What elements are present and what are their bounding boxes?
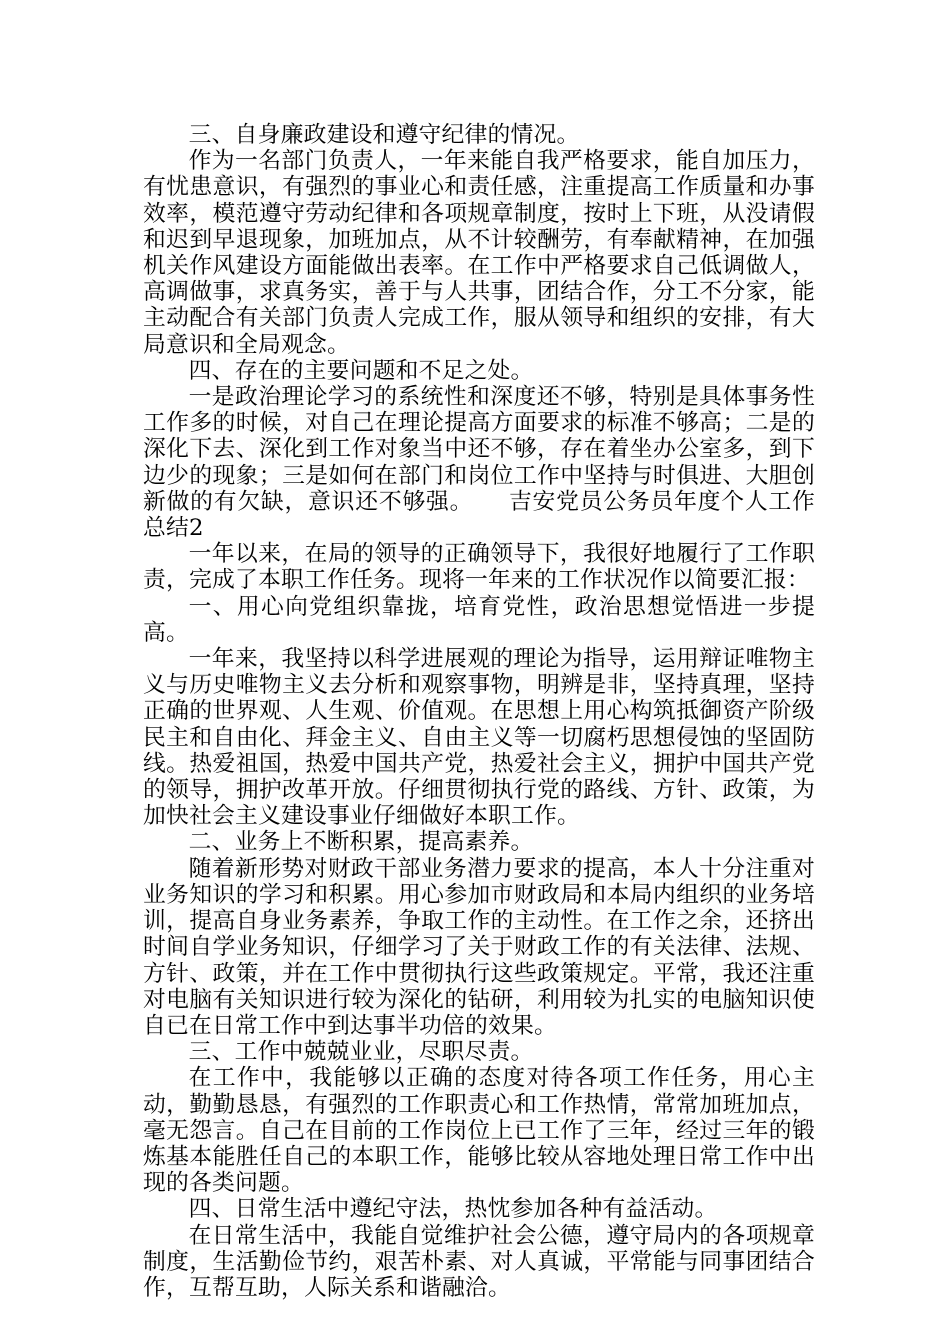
body-paragraph: 作为一名部门负责人，一年来能自我严格要求，能自加压力，有忧患意识，有强烈的事业心和责任感，注重提高工作质量和办事效率，模范遵守劳动纪律和各项规章制度，按时上下班，从没请假和迟到早退现象，加班加点，从不计较酬劳，有奉献精神，在加强机关作风建设方面能做出表率。在工作中严格要求自己低调做人，高调做事，求真务实，善于与人共事，团结合作，分工不分家，能主动配合有关部门负责人完成工作，服从领导和组织的安排，有大局意识和全局观念。 [143,148,815,358]
body-paragraph: 在工作中，我能够以正确的态度对待各项工作任务，用心主动，勤勤恳恳，有强烈的工作职责心和工作热情，常常加班加点，毫无怨言。自己在目前的工作岗位上已工作了三年，经过三年的锻炼基本能胜任自己的本职工作，能够比较从容地处理日常工作中出现的各类问题。 [143,1065,815,1197]
body-paragraph: 随着新形势对财政干部业务潜力要求的提高，本人十分注重对业务知识的学习和积累。用心参加市财政局和本局内组织的业务培训，提高自身业务素养，争取工作的主动性。在工作之余，还挤出时间自学业务知识，仔细学习了关于财政工作的有关法律、法规、方针、政策，并在工作中贯彻执行这些政策规定。平常，我还注重对电脑有关知识进行较为深化的钻研，利用较为扎实的电脑知识使自已在日常工作中到达事半功倍的效果。 [143,855,815,1039]
section-heading-2: 二、业务上不断积累，提高素养。 [188,829,534,856]
section-heading-1: 一、用心向党组织靠拢，培育党性，政治思想觉悟进一步提高。 [143,593,815,646]
document-page [143,122,815,1301]
body-paragraph: 一是政治理论学习的系统性和深度还不够，特别是具体事务性工作多的时候，对自己在理论提高方面要求的标准不够高；二是的深化下去、深化到工作对象当中还不够，存在着坐办公室多，到下边少的现象；三是如何在部门和岗位工作中坚持与时俱进、大胆创新做的有欠缺，意识还不够强。 吉安党员公务员年度个人工作总结2 [143,384,815,542]
section-heading-3: 三、自身廉政建设和遵守纪律的情况。 [188,122,580,148]
body-paragraph: 一年以来，在局的领导的正确领导下，我很好地履行了工作职责，完成了本职工作任务。现将一年来的工作状况作以简要汇报： [143,541,815,594]
section-heading-4: 四、存在的主要问题和不足之处。 [188,357,534,384]
section-heading-3b: 三、工作中兢兢业业，尽职尽责。 [188,1039,534,1066]
body-paragraph: 在日常生活中，我能自觉维护社会公德，遵守局内的各项规章制度，生活勤俭节约，艰苦朴素、对人真诚，平常能与同事团结合作，互帮互助，人际关系和谐融洽。 [143,1222,815,1301]
section-heading-4b: 四、日常生活中遵纪守法，热忱参加各种有益活动。 [188,1196,718,1223]
body-paragraph: 一年来，我坚持以科学进展观的理论为指导，运用辩证唯物主义与历史唯物主义去分析和观察事物，明辨是非，坚持真理，坚持正确的世界观、人生观、价值观。在思想上用心构筑抵御资产阶级民主和自由化、拜金主义、自由主义等一切腐朽思想侵蚀的坚固防线。热爱祖国，热爱中国共产党，热爱社会主义，拥护中国共产党的领导，拥护改革开放。仔细贯彻执行党的路线、方针、政策，为加快社会主义建设事业仔细做好本职工作。 [143,646,815,830]
